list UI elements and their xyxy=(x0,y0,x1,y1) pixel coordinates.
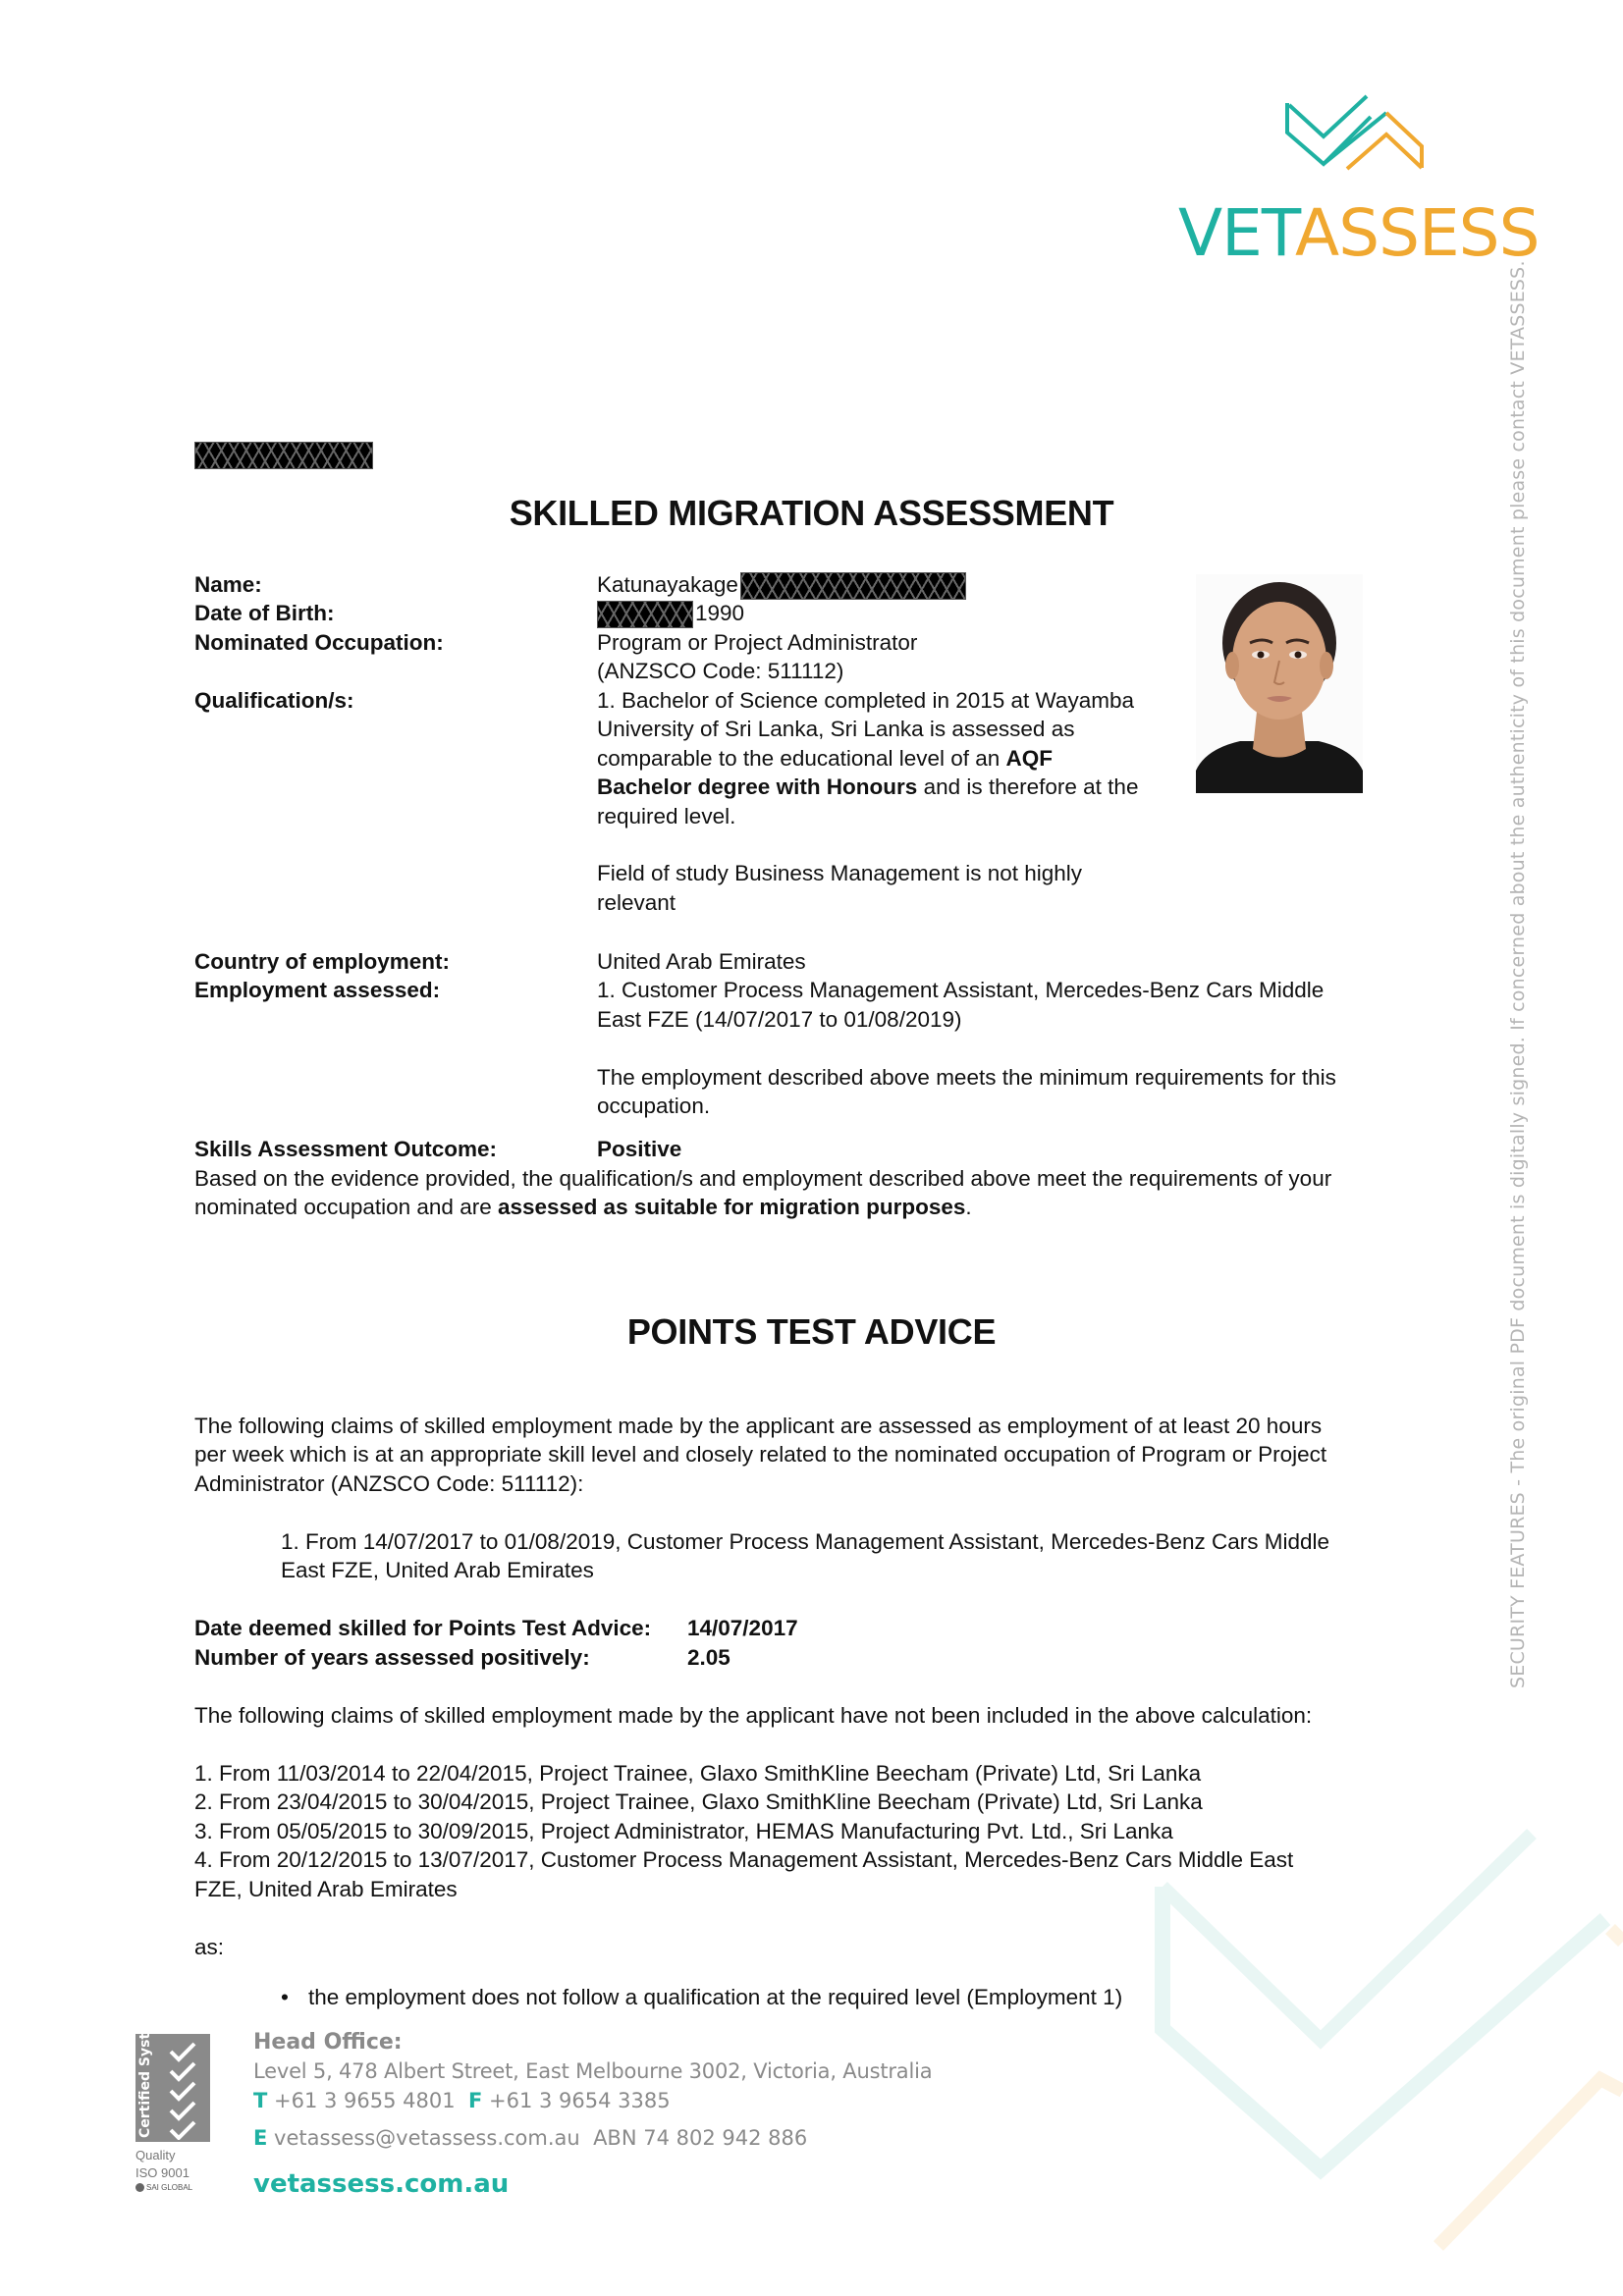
field-of-study-line1: Field of study Business Management is not highly xyxy=(597,861,1083,885)
qualification-line4 xyxy=(597,773,1138,802)
date-deemed-value: 14/07/2017 xyxy=(687,1616,798,1640)
head-office-label: Head Office: xyxy=(253,2030,403,2055)
outcome-line1: Based on the evidence provided, the qualification/s and employment described above meet the requirements of your xyxy=(194,1166,1332,1191)
employment-note-line2: occupation. xyxy=(597,1094,711,1118)
points-claim-line1: 1. From 14/07/2017 to 01/08/2019, Customer Process Management Assistant, Mercedes-Benz Cars Middle xyxy=(281,1529,1330,1554)
qualification-line3 xyxy=(597,744,1053,774)
head-office-address: Level 5, 478 Albert Street, East Melbourne 3002, Victoria, Australia xyxy=(253,2059,933,2083)
dob-year: 1990 xyxy=(695,601,745,625)
iso-certified-badge xyxy=(135,2008,212,2196)
security-watermark: SECURITY FEATURES - The original PDF document is digitally signed. If concerned about the authenticity of this document please contact VETASSESS. xyxy=(1507,260,1529,1688)
points-intro-line1: The following claims of skilled employment made by the applicant are assessed as employment of at least 20 hours xyxy=(194,1414,1323,1438)
qualification-line5: required level. xyxy=(597,804,736,828)
occupation-line2: (ANZSCO Code: 511112) xyxy=(597,659,844,683)
applicant-photo xyxy=(1196,574,1363,793)
outcome-label: Skills Assessment Outcome: xyxy=(194,1137,498,1161)
occupation-line1: Program or Project Administrator xyxy=(597,630,918,655)
name-first: Katunayakage xyxy=(597,572,738,597)
badge-org: SAI GLOBAL xyxy=(146,2183,193,2192)
badge-iso: ISO 9001 xyxy=(135,2165,189,2180)
qualification-aqf: AQF xyxy=(1005,746,1054,771)
redacted-dob xyxy=(597,601,693,628)
redacted-reference xyxy=(194,442,373,469)
qualification-line3-text: comparable to the educational level of an xyxy=(597,746,1006,771)
applicant-portrait-icon xyxy=(1196,574,1363,793)
badge-quality: Quality xyxy=(135,2148,176,2163)
country-value: United Arab Emirates xyxy=(597,949,806,974)
points-intro-line3: Administrator (ANZSCO Code: 511112): xyxy=(194,1471,584,1496)
contact-phone-fax xyxy=(253,2089,671,2112)
points-claim-line2: East FZE, United Arab Emirates xyxy=(281,1558,594,1582)
badge-checkmarks-icon xyxy=(161,2038,208,2140)
logo-text-vet: VET xyxy=(1178,195,1296,271)
employment-label: Employment assessed: xyxy=(194,978,441,1002)
field-of-study-line2: relevant xyxy=(597,890,676,915)
redacted-surname xyxy=(740,572,966,600)
abn-number: ABN 74 802 942 886 xyxy=(593,2126,808,2150)
years-assessed-label: Number of years assessed positively: xyxy=(194,1645,590,1670)
excluded-intro: The following claims of skilled employment made by the applicant have not been included in the above calculation: xyxy=(194,1703,1313,1728)
dob-value xyxy=(597,599,744,628)
employment-line2: East FZE (14/07/2017 to 01/08/2019) xyxy=(597,1007,962,1032)
email-prefix: E xyxy=(253,2126,268,2150)
outcome-suitable: assessed as suitable for migration purposes xyxy=(497,1195,966,1219)
page-title: SKILLED MIGRATION ASSESSMENT xyxy=(509,493,1114,533)
excluded-item: 3. From 05/05/2015 to 30/09/2015, Project Administrator, HEMAS Manufacturing Pvt. Ltd., Sri Lanka xyxy=(194,1819,1173,1843)
qualification-label: Qualification/s: xyxy=(194,688,354,713)
outcome-period: . xyxy=(965,1195,972,1219)
logo-chevron-icon xyxy=(1178,93,1532,201)
badge-certified-text: Certified System xyxy=(137,2008,153,2138)
date-deemed-label: Date deemed skilled for Points Test Advice: xyxy=(194,1616,652,1640)
years-assessed-value: 2.05 xyxy=(687,1645,730,1670)
contact-email-abn xyxy=(253,2126,807,2150)
fax-prefix: F xyxy=(467,2089,483,2112)
as-label: as: xyxy=(194,1935,225,1959)
qualification-line4-text: and is therefore at the xyxy=(917,774,1139,799)
country-label: Country of employment: xyxy=(194,949,451,974)
phone-number[interactable]: +61 3 9655 4801 xyxy=(274,2089,456,2112)
qualification-line2: University of Sri Lanka, Sri Lanka is assessed as xyxy=(597,717,1075,741)
email-address[interactable]: vetassess@vetassess.com.au xyxy=(274,2126,580,2150)
reason-bullet-text: the employment does not follow a qualification at the required level (Employment 1) xyxy=(308,1985,1123,2009)
badge-org-icon xyxy=(135,2183,144,2192)
outcome-line2 xyxy=(194,1193,972,1222)
name-label: Name: xyxy=(194,572,262,597)
excluded-item: 1. From 11/03/2014 to 22/04/2015, Project Trainee, Glaxo SmithKline Beecham (Private) Ltd, Sri Lanka xyxy=(194,1761,1202,1786)
points-title: POINTS TEST ADVICE xyxy=(626,1311,997,1352)
badge-org-row xyxy=(135,2183,192,2192)
outcome-line2-text: nominated occupation and are xyxy=(194,1195,498,1219)
logo-text-assess: ASSESS xyxy=(1295,195,1540,271)
dob-label: Date of Birth: xyxy=(194,601,335,625)
phone-prefix: T xyxy=(253,2089,268,2112)
occupation-label: Nominated Occupation: xyxy=(194,630,444,655)
qualification-line1: 1. Bachelor of Science completed in 2015 at Wayamba xyxy=(597,688,1134,713)
excluded-item-continued: FZE, United Arab Emirates xyxy=(194,1877,458,1901)
employment-note-line1: The employment described above meets the minimum requirements for this xyxy=(597,1065,1336,1090)
reason-bullet-icon: • xyxy=(281,1985,289,2009)
name-value xyxy=(597,570,966,600)
employment-line1: 1. Customer Process Management Assistant, Mercedes-Benz Cars Middle xyxy=(597,978,1325,1002)
excluded-item: 2. From 23/04/2015 to 30/04/2015, Project Trainee, Glaxo SmithKline Beecham (Private) Ltd, Sri Lanka xyxy=(194,1789,1203,1814)
vetassess-logo xyxy=(1178,93,1540,271)
excluded-item: 4. From 20/12/2015 to 13/07/2017, Customer Process Management Assistant, Mercedes-Benz Cars Middle East xyxy=(194,1847,1294,1872)
outcome-value: Positive xyxy=(597,1137,682,1161)
points-intro-line2: per week which is at an appropriate skill level and closely related to the nominated occupation of Program or Project xyxy=(194,1442,1327,1467)
fax-number: +61 3 9654 3385 xyxy=(489,2089,671,2112)
qualification-level: Bachelor degree with Honours xyxy=(597,774,918,799)
website-link[interactable]: vetassess.com.au xyxy=(253,2169,510,2199)
